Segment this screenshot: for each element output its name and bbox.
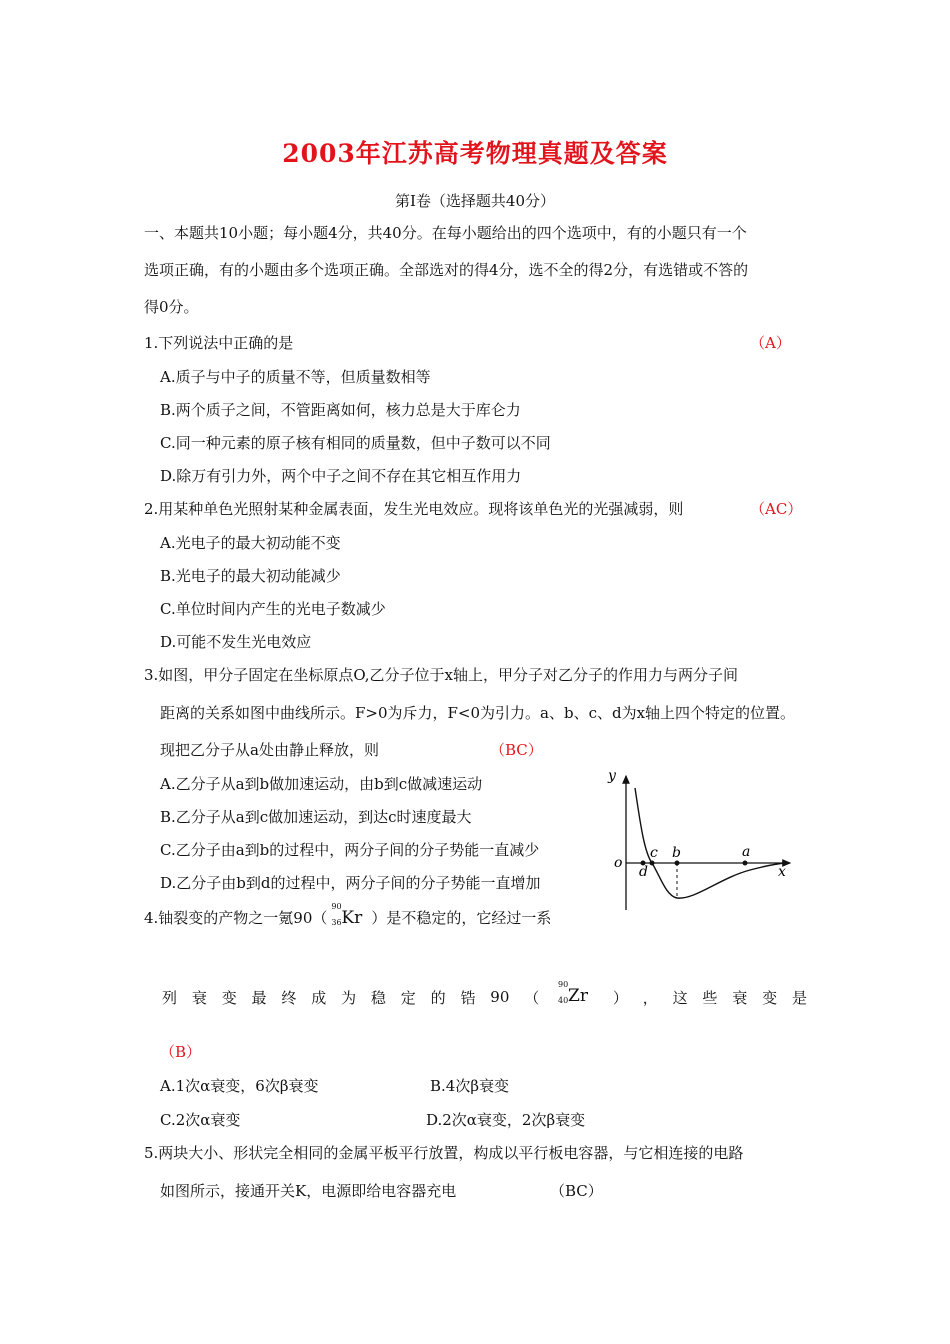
point-b [675,861,680,866]
q4-char: 定 [400,988,416,1007]
q2-option: B.光电子的最大初动能减少 [160,567,341,585]
q3-stem-line: 现把乙分子从a处由静止释放，则 [160,741,379,759]
q4-spread-line [162,982,807,1012]
q4-char: 这 [672,988,688,1007]
q4-char: 稳 [370,988,386,1007]
q4-char: 衰 [732,988,748,1007]
zr-mass-number: 90 [558,980,569,989]
q4-stem-post: ）是不稳定的，它经过一系 [371,909,552,927]
q2-answer: （AC） [750,500,803,518]
q5-stem-line: 5.两块大小、形状完全相同的金属平板平行放置，构成以平行板电容器，与它相连接的电路 [144,1144,744,1162]
q4-char: 最 [251,988,267,1007]
q2-option: D.可能不发生光电效应 [160,633,312,651]
q3-option: C.乙分子由a到b的过程中，两分子间的分子势能一直减少 [160,841,540,859]
q1-option: D.除万有引力外，两个中子之间不存在其它相互作用力 [160,467,522,485]
q2-option: A.光电子的最大初动能不变 [160,534,341,552]
q4-char: 些 [702,988,718,1007]
q4-char: 变 [221,988,237,1007]
q4-char: 是 [791,988,807,1007]
q4-answer: （B） [160,1043,202,1061]
y-label: y [608,768,616,784]
intro-line: 一、本题共10小题；每小题4分，共40分。在每小题给出的四个选项中，有的小题只有一个 [144,224,747,242]
q4-stem [144,904,551,934]
q4-option: B.4次β衰变 [430,1077,510,1095]
zirconium-nuclide [554,982,598,1012]
section-subtitle: 第Ⅰ卷（选择题共40分） [394,192,555,210]
q2-option: C.单位时间内产生的光电子数减少 [160,600,386,618]
q3-option: B.乙分子从a到c做加速运动，到达c时速度最大 [160,808,472,826]
q1-option: A.质子与中子的质量不等，但质量数相等 [160,368,431,386]
force-distance-figure [600,766,800,916]
q3-stem-line: 3.如图，甲分子固定在坐标原点O,乙分子位于x轴上，甲分子对乙分子的作用力与两分子间 [144,666,738,684]
q4-char: 衰 [191,988,207,1007]
origin-label: o [614,855,623,871]
q4-char: ） [612,988,628,1007]
q4-option: D.2次α衰变，2次β衰变 [426,1111,586,1129]
label-c: c [650,845,658,861]
kr-mass-number: 90 [331,902,342,911]
q3-stem-line: 距离的关系如图中曲线所示。F>0为斥力，F<0为引力。a、b、c、d为x轴上四个特定的位置。 [160,704,796,722]
q3-answer: （BC） [490,741,543,759]
q4-char: 列 [162,988,178,1007]
q4-char: ， [642,988,658,1007]
zr-atomic-number: 40 [558,996,569,1005]
q3-option: A.乙分子从a到b做加速运动，由b到c做减速运动 [160,775,483,793]
q1-option: B.两个质子之间，不管距离如何，核力总是大于库仑力 [160,401,521,419]
q4-char: 变 [762,988,778,1007]
q4-option: A.1次α衰变，6次β衰变 [160,1077,319,1095]
q2-stem: 2.用某种单色光照射某种金属表面，发生光电效应。现将该单色光的光强减弱，则 [144,500,684,518]
q3-option: D.乙分子由b到d的过程中，两分子间的分子势能一直增加 [160,874,541,892]
q1-answer: （A） [750,334,791,352]
intro-line: 选项正确，有的小题由多个选项正确。全部选对的得4分，选不全的得2分，有选错或不答的 [144,261,749,279]
q4-char: 终 [281,988,297,1007]
page-title: 2003年江苏高考物理真题及答案 [282,139,668,168]
q5-stem-line: 如图所示，接通开关K，电源即给电容器充电 [160,1182,457,1200]
q4-option: C.2次α衰变 [160,1111,241,1129]
q4-char: （ [524,988,540,1007]
q4-char: 90 [490,988,510,1006]
point-c [650,861,655,866]
q4-stem-pre: 4.铀裂变的产物之一氪90（ [144,909,328,927]
zr-symbol: Zr [568,986,588,1006]
krypton-nuclide [327,904,371,934]
q5-answer: （BC） [550,1182,603,1200]
kr-atomic-number: 36 [331,918,342,927]
point-a [743,861,748,866]
x-label: x [778,864,786,880]
q4-char: 为 [341,988,357,1007]
q1-option: C.同一种元素的原子核有相同的质量数，但中子数可以不同 [160,434,551,452]
q4-char: 成 [311,988,327,1007]
force-curve [635,788,785,898]
label-b: b [672,845,681,861]
kr-symbol: Kr [341,908,363,928]
label-a: a [742,844,751,860]
intro-line: 得0分。 [144,298,199,316]
q4-char: 锆 [460,988,476,1007]
q4-char: 的 [430,988,446,1007]
label-d: d [639,864,648,880]
q1-stem: 1.下列说法中正确的是 [144,334,294,352]
